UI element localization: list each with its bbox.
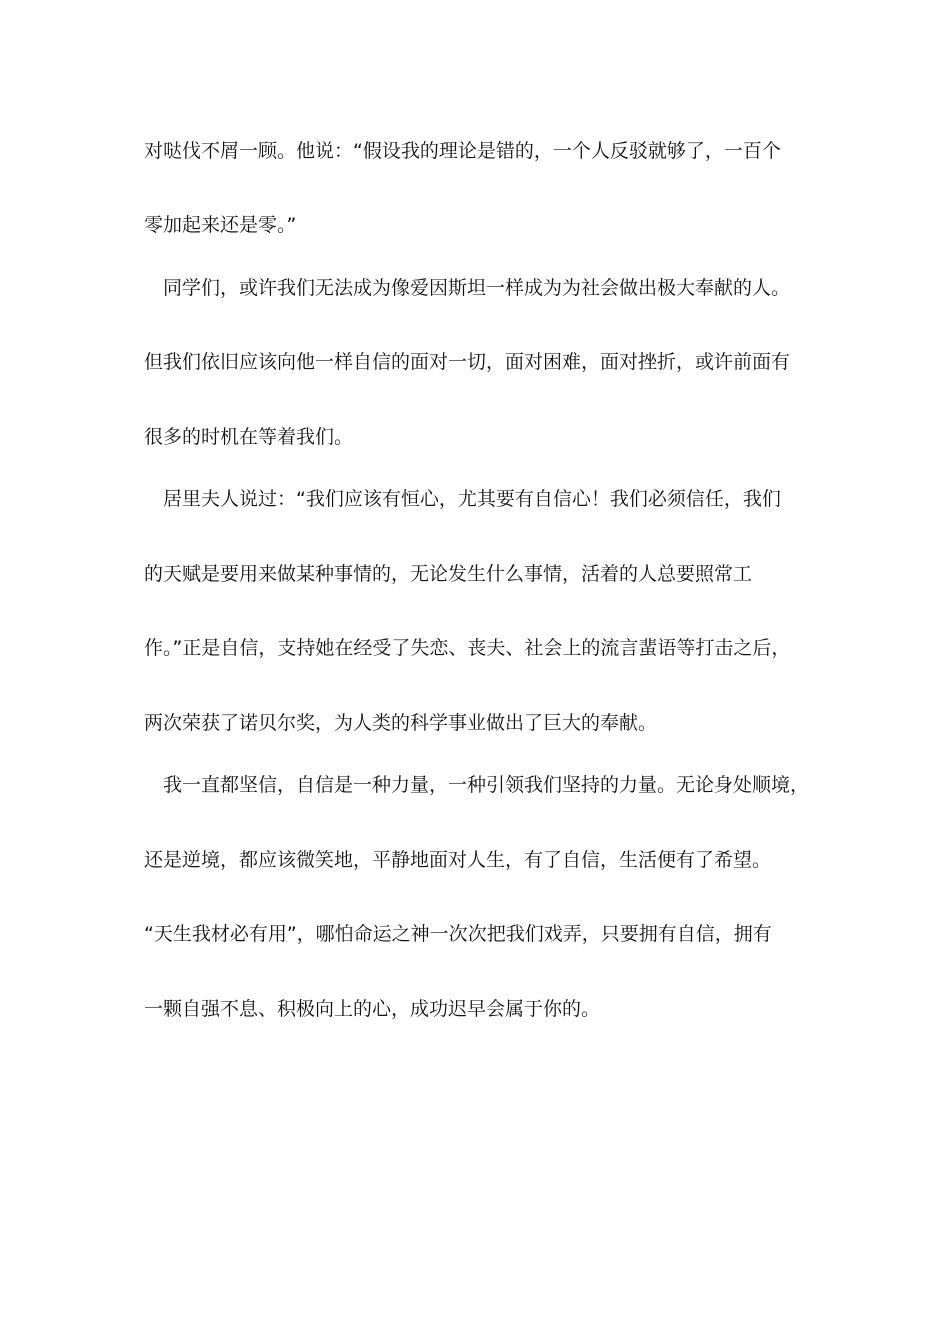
text-line: 作。”正是自信，支持她在经受了失恋、丧夫、社会上的流言蜚语等打击之后， bbox=[144, 637, 791, 659]
text-line: 很多的时机在等着我们。 bbox=[144, 426, 354, 448]
text-line: 同学们，或许我们无法成为像爱因斯坦一样成为为社会做出极大奉献的人。 bbox=[144, 277, 791, 299]
text-line: 一颗自强不息、积极向上的心，成功迟早会属于你的。 bbox=[144, 998, 601, 1020]
text-line: 我一直都坚信，自信是一种力量，一种引领我们坚持的力量。无论身处顺境， bbox=[144, 774, 810, 796]
text-line: 零加起来还是零。” bbox=[144, 214, 297, 236]
text-line: “天生我材必有用”，哪怕命运之神一次次把我们戏弄，只要拥有自信，拥有 bbox=[144, 923, 772, 945]
text-line: 两次荣获了诺贝尔奖，为人类的科学事业做出了巨大的奉献。 bbox=[144, 712, 658, 734]
text-line: 但我们依旧应该向他一样自信的面对一切，面对困难，面对挫折，或许前面有 bbox=[144, 351, 791, 373]
text-line: 还是逆境，都应该微笑地，平静地面对人生，有了自信，生活便有了希望。 bbox=[144, 849, 772, 871]
text-line: 居里夫人说过：“我们应该有恒心，尤其要有自信心！我们必须信任，我们 bbox=[144, 488, 781, 510]
text-line: 的天赋是要用来做某种事情的，无论发生什么事情，活着的人总要照常工 bbox=[144, 563, 753, 585]
text-line: 对哒伐不屑一顾。他说：“假设我的理论是错的，一个人反驳就够了，一百个 bbox=[144, 140, 781, 162]
